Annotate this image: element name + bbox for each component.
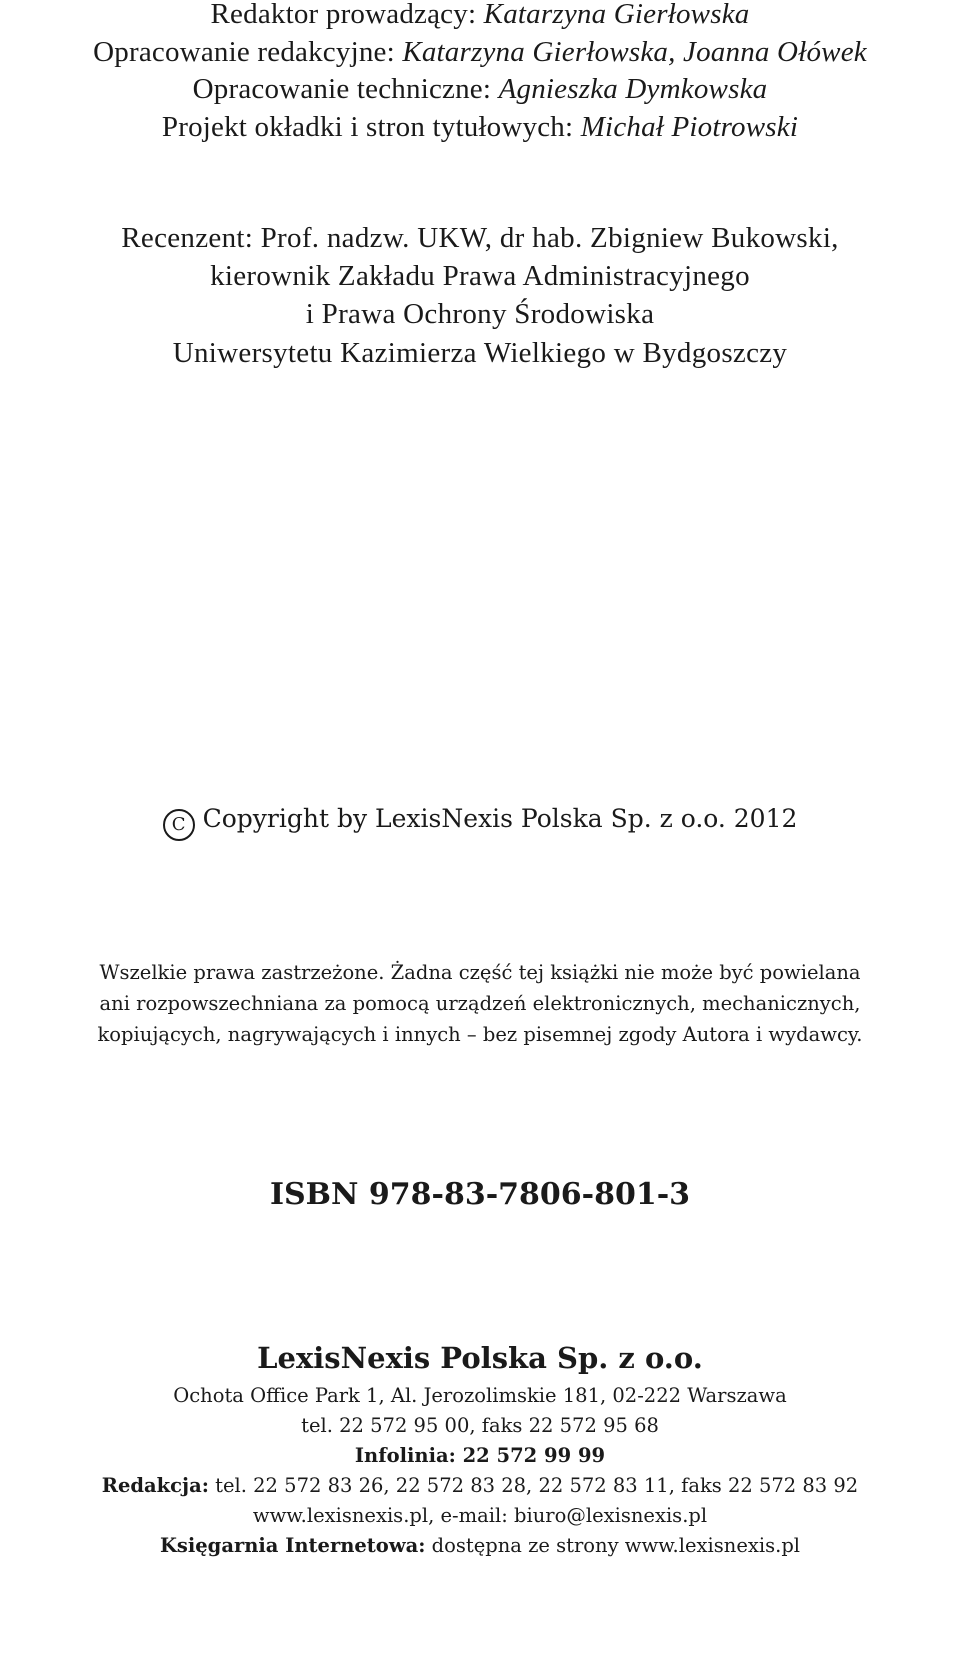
copyright-text: Copyright by LexisNexis Polska Sp. z o.o. 2012: [202, 804, 798, 833]
credit-name: Agnieszka Dymkowska: [498, 73, 768, 105]
publisher-bookstore: [0, 1531, 960, 1561]
publisher-redakcja: [0, 1471, 960, 1501]
credit-managing-editor: [0, 0, 960, 34]
rights-line-3: kopiujących, nagrywających i innych – bez pisemnej zgody Autora i wydawcy.: [97, 1023, 863, 1046]
credit-role: Opracowanie techniczne:: [192, 73, 492, 105]
bookstore-link[interactable]: dostępna ze strony www.lexisnexis.pl: [425, 1534, 801, 1557]
reviewer-line-1: Recenzent: Prof. nadzw. UKW, dr hab. Zbigniew Bukowski,: [121, 222, 839, 254]
credit-cover-design: [0, 107, 960, 147]
credit-technical-work: [0, 69, 960, 109]
reviewer-line-4: Uniwersytetu Kazimierza Wielkiego w Bydgoszczy: [172, 337, 788, 369]
publisher-infolinia: Infolinia: 22 572 99 99: [354, 1444, 606, 1467]
credit-name: Michał Piotrowski: [580, 111, 799, 143]
bookstore-label: Księgarnia Internetowa:: [159, 1534, 426, 1557]
redakcja-label: Redakcja:: [101, 1474, 209, 1497]
copyright-notice: [0, 799, 960, 841]
redakcja-contacts: tel. 22 572 83 26, 22 572 83 28, 22 572 83 11, faks 22 572 83 92: [208, 1474, 859, 1497]
publisher-phone: tel. 22 572 95 00, faks 22 572 95 68: [301, 1414, 659, 1437]
reviewer-line-2: kierownik Zakładu Prawa Administracyjnego: [210, 260, 750, 292]
credit-name: Joanna Ołówek: [683, 36, 867, 68]
credit-name: Katarzyna Gierłowska: [402, 36, 669, 68]
reviewer-line-3: i Prawa Ochrony Środowiska: [305, 298, 655, 330]
credit-role: Redaktor prowadzący:: [210, 0, 477, 30]
publisher-name: LexisNexis Polska Sp. z o.o.: [257, 1341, 703, 1375]
credit-editorial-work: Opracowanie redakcyjne: Katarzyna Gierłowska, Joanna Ołówek: [93, 36, 867, 68]
credit-role: Opracowanie redakcyjne:: [93, 36, 395, 68]
credit-name: Katarzyna Gierłowska: [483, 0, 750, 30]
rights-line-2: ani rozpowszechniana za pomocą urządzeń elektronicznych, mechanicznych,: [99, 992, 861, 1015]
rights-line-1: Wszelkie prawa zastrzeżone. Żadna część tej książki nie może być powielana: [99, 961, 861, 984]
publisher-web-email[interactable]: www.lexisnexis.pl, e-mail: biuro@lexisnexis.pl: [252, 1504, 708, 1527]
publisher-address: Ochota Office Park 1, Al. Jerozolimskie 181, 02-222 Warszawa: [173, 1384, 787, 1407]
isbn: ISBN 978-83-7806-801-3: [269, 1177, 691, 1212]
credit-role: Projekt okładki i stron tytułowych:: [161, 111, 574, 143]
copyright-icon: C: [163, 809, 195, 841]
